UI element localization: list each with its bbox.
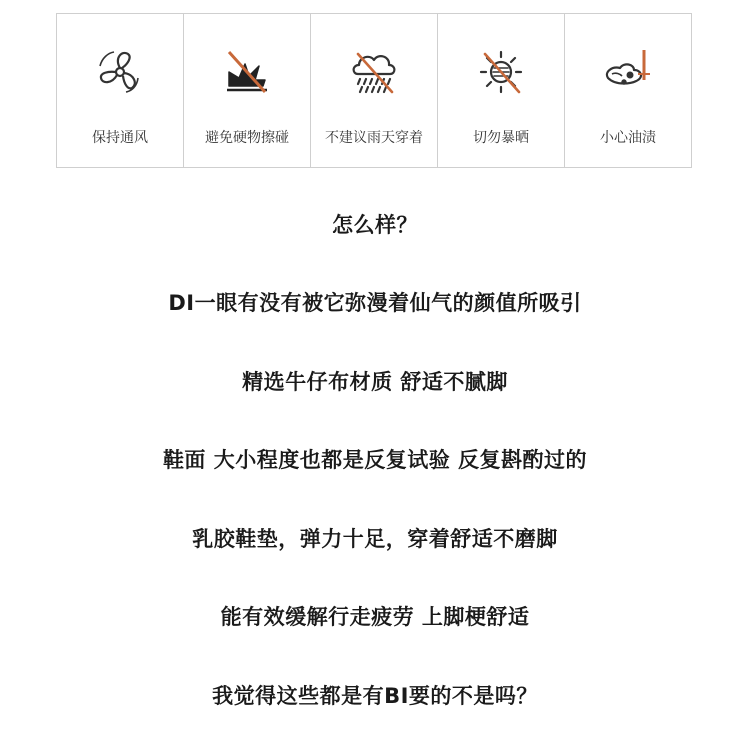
feature-line-comfort: 能有效缓解行走疲劳 上脚梗舒适	[220, 605, 530, 629]
no-impact-icon	[219, 44, 275, 100]
no-rain-icon	[346, 44, 402, 100]
care-label-no-rain: 不建议雨天穿着	[325, 130, 423, 146]
feature-line-upper: 鞋面 大小程度也都是反复试验 反复斟酌过的	[162, 448, 588, 472]
feature-line-appearance: DI一眼有没有被它弥漫着仙气的颜值所吸引	[168, 291, 582, 315]
fan-icon	[92, 44, 148, 100]
care-label-oil-stain: 小心油渍	[600, 130, 656, 146]
care-label-no-impact: 避免硬物擦碰	[205, 130, 289, 146]
care-item-no-sun	[438, 14, 565, 167]
care-item-ventilation	[57, 14, 184, 167]
care-item-oil-stain	[565, 14, 691, 167]
care-label-no-sun: 切勿暴晒	[473, 130, 529, 146]
feature-line-insole: 乳胶鞋垫，弹力十足，穿着舒适不磨脚	[192, 527, 558, 551]
care-item-no-impact	[184, 14, 311, 167]
care-item-no-rain	[311, 14, 438, 167]
oil-stain-icon	[600, 44, 656, 100]
feature-line-material: 精选牛仔布材质 舒适不腻脚	[242, 370, 508, 394]
no-sun-icon	[473, 44, 529, 100]
care-label-ventilation: 保持通风	[92, 130, 148, 146]
care-instructions-strip	[56, 13, 692, 168]
intro-question: 怎么样？	[332, 213, 418, 237]
closing-question: 我觉得这些都是有BI要的不是吗？	[212, 684, 538, 708]
